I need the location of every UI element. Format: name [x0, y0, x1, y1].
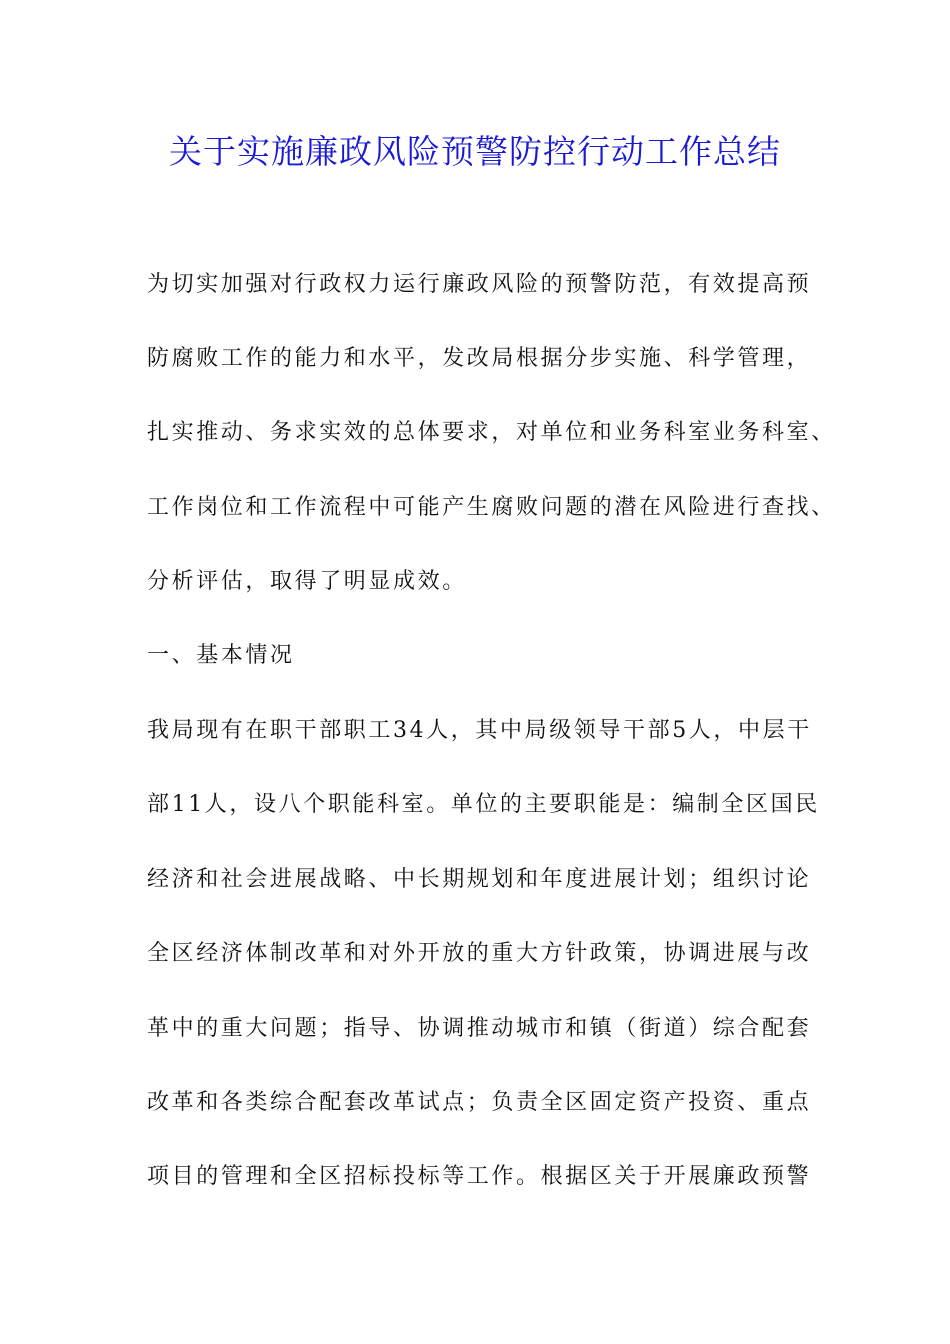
body-line: 防腐败工作的能力和水平，发改局根据分步实施、科学管理， [147, 346, 812, 371]
body-line: 分析评估，取得了明显成效。 [147, 569, 467, 594]
body-line: 经济和社会进展战略、中长期规划和年度进展计划；组织讨论 [147, 867, 812, 892]
body-line: 扎实推动、务求实效的总体要求，对单位和业务科室业务科室、 [147, 420, 836, 445]
body-line: 项目的管理和全区招标投标等工作。根据区关于开展廉政预警 [147, 1164, 812, 1189]
body-line: 我局现有在职干部职工34人，其中局级领导干部5人，中层干 [147, 718, 812, 743]
section-heading: 一、基本情况 [147, 643, 295, 668]
body-line: 全区经济体制改革和对外开放的重大方针政策，协调进展与改 [147, 941, 812, 966]
body-line: 改革和各类综合配套改革试点；负责全区固定资产投资、重点 [147, 1090, 812, 1115]
body-line: 革中的重大问题；指导、协调推动城市和镇（街道）综合配套 [147, 1016, 812, 1041]
document-title: 关于实施廉政风险预警防控行动工作总结 [169, 132, 781, 171]
body-line: 部11人，设八个职能科室。单位的主要职能是：编制全区国民 [147, 792, 820, 817]
body-line: 为切实加强对行政权力运行廉政风险的预警防范，有效提高预 [147, 272, 812, 297]
body-line: 工作岗位和工作流程中可能产生腐败问题的潜在风险进行查找、 [147, 495, 836, 520]
